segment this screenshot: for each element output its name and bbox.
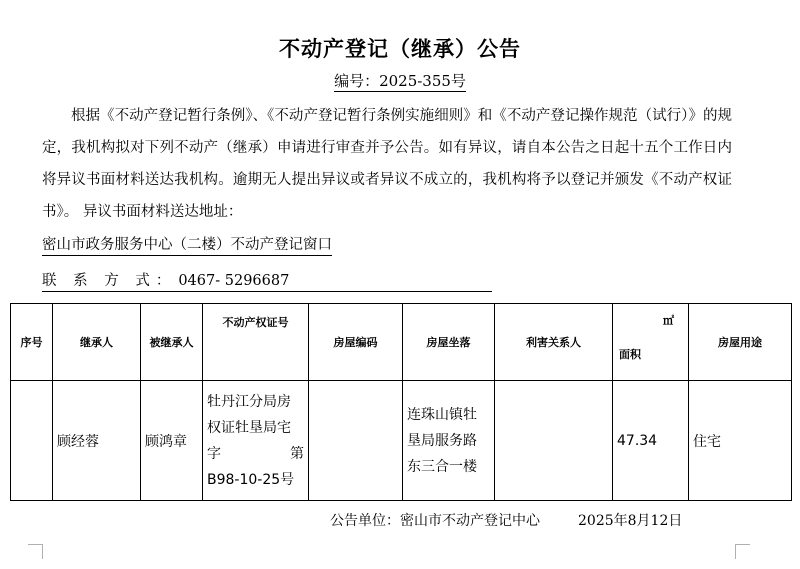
issuer: 公告单位：密山市不动产登记中心 (330, 513, 540, 529)
header-decedent: 被继承人 (141, 304, 203, 381)
header-usage: 房屋用途 (689, 304, 792, 381)
area-unit: ㎡ (663, 314, 674, 327)
document-number: 编号：2025-355号 (334, 72, 466, 90)
header-area (613, 304, 689, 381)
header-cert-no: 不动产权证号 (203, 304, 309, 381)
cell-decedent: 顾鸿章 (141, 381, 203, 501)
contact-label: 联 系 方 式： (42, 273, 177, 289)
notice-title: 不动产登记（继承）公告 (279, 37, 521, 61)
table-row (11, 381, 792, 501)
page-corner-mark-left (28, 544, 43, 559)
header-seq: 序号 (11, 304, 53, 381)
cell-cert-no: 牡丹江分局房 权证牡垦局宅 字 第 B98-10-25号 (203, 381, 309, 501)
objection-address: 密山市政务服务中心（二楼）不动产登记窗口 (42, 233, 332, 256)
page-corner-mark-right (735, 544, 750, 559)
registration-table (10, 303, 792, 501)
footer (330, 510, 682, 530)
issue-date: 2025年8月12日 (578, 513, 683, 529)
cell-seq (11, 381, 53, 501)
cell-location: 连珠山镇牡 垦局服务路 东三合一楼 (403, 381, 495, 501)
contact-phone: 0467- 5296687 (178, 273, 290, 289)
contact-line (42, 269, 492, 292)
header-house-code: 房屋编码 (309, 304, 403, 381)
cell-usage: 住宅 (689, 381, 792, 501)
header-heir: 继承人 (53, 304, 141, 381)
header-location: 房屋坐落 (403, 304, 495, 381)
cell-house-code (309, 381, 403, 501)
cell-interested-party (495, 381, 613, 501)
area-label: 面积 (619, 348, 641, 361)
cell-area: 47.34 (613, 381, 689, 501)
cell-heir: 顾经蓉 (53, 381, 141, 501)
header-interested-party: 利害关系人 (495, 304, 613, 381)
notice-body: 根据《不动产登记暂行条例》、《不动产登记暂行条例实施细则》和《不动产登记操作规范（试行）》的规定，我机构拟对下列不动产（继承）申请进行审查并予公告。如有异议，请自本公告之日起十五个工作日内将异议书面材料送达我机构。逾期无人提出异议或者异议不成立的，我机构将予以登记并颁发《不动产权证书》。 异议书面材料送达地址： (42, 108, 732, 220)
table-header-row (11, 304, 792, 381)
